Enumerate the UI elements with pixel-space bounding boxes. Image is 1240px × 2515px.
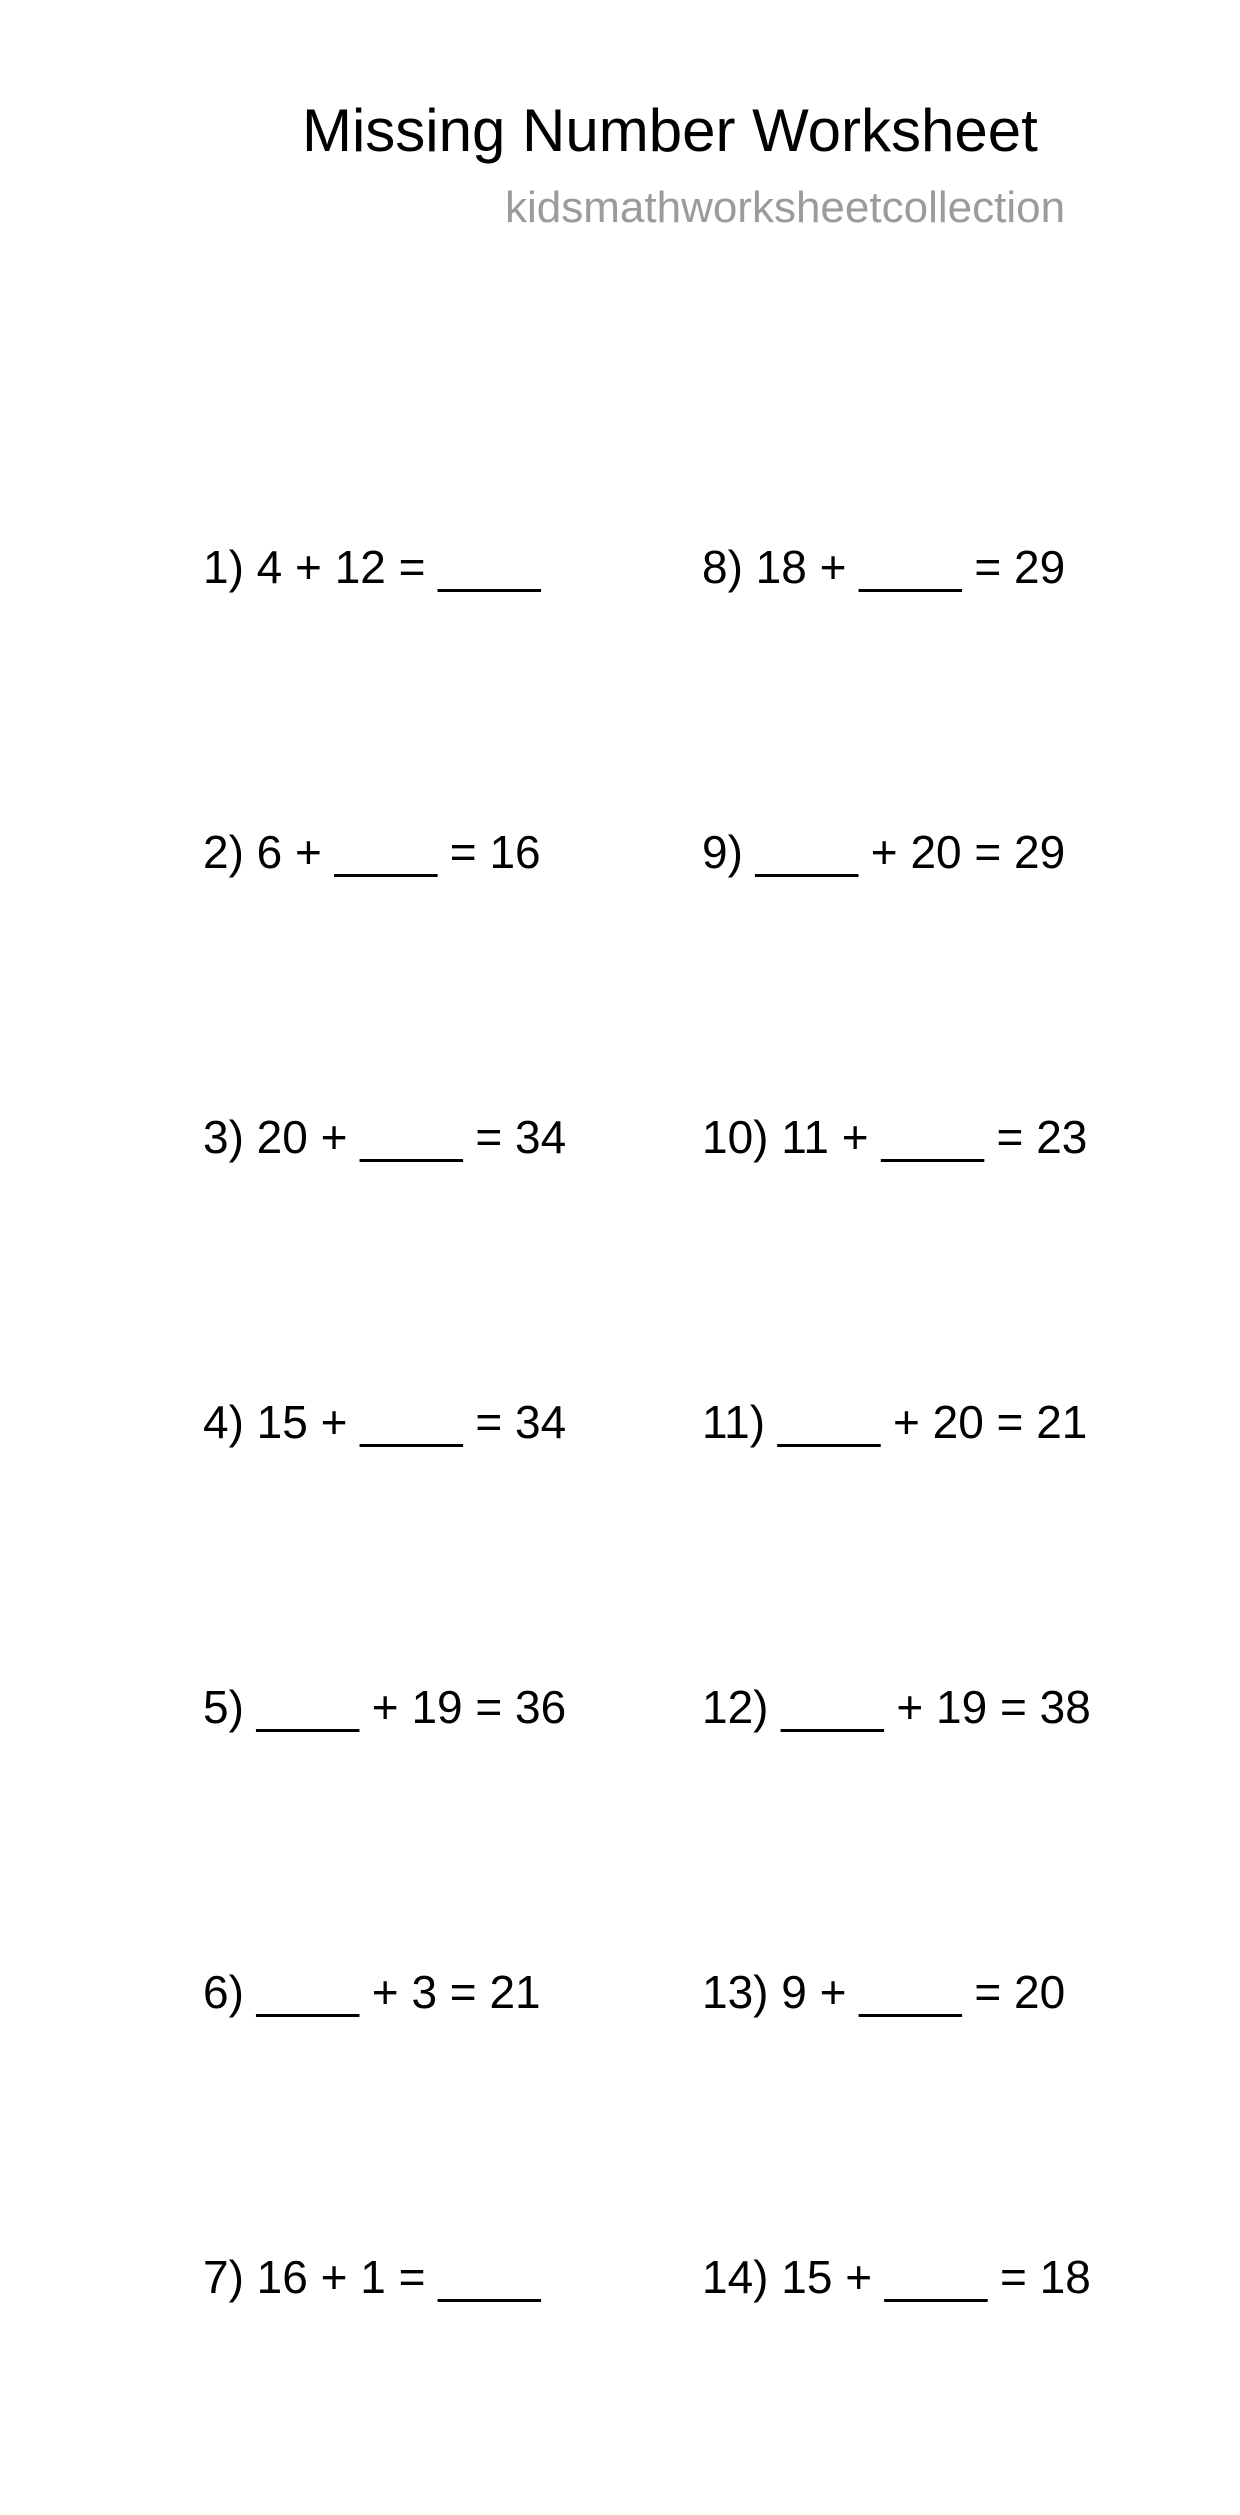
problems-right-column [702, 330, 1091, 2515]
problem-13: 13) 9 + ____ = 20 [702, 1966, 1066, 2018]
problem-4: 4) 15 + ____ = 34 [203, 1396, 567, 1448]
problem-2: 2) 6 + ____ = 16 [203, 826, 541, 878]
problem-5: 5) ____ + 19 = 36 [203, 1681, 567, 1733]
problems-left-column [203, 330, 566, 2515]
problem-1: 1) 4 + 12 = ____ [203, 541, 541, 593]
worksheet-title: Missing Number Worksheet [302, 97, 1038, 164]
problem-7: 7) 16 + 1 = ____ [203, 2251, 541, 2303]
problem-14: 14) 15 + ____ = 18 [702, 2251, 1091, 2303]
problem-10: 10) 11 + ____ = 23 [702, 1111, 1088, 1163]
problem-6: 6) ____ + 3 = 21 [203, 1966, 541, 2018]
problem-8: 8) 18 + ____ = 29 [702, 541, 1066, 593]
worksheet-subtitle: kidsmathworksheetcollection [505, 183, 1066, 232]
problem-3: 3) 20 + ____ = 34 [203, 1111, 567, 1163]
problem-11: 11) ____ + 20 = 21 [702, 1396, 1088, 1448]
problem-9: 9) ____ + 20 = 29 [702, 826, 1066, 878]
problem-12: 12) ____ + 19 = 38 [702, 1681, 1091, 1733]
